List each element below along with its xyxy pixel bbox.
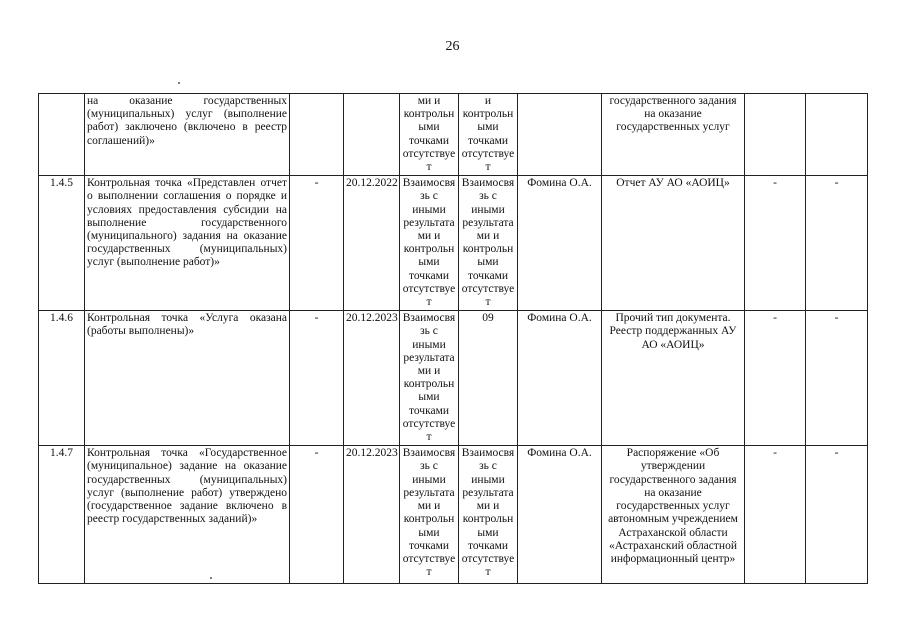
row-type: ми и контрольными точками отсутствует (400, 94, 459, 176)
row-number: 1.4.6 (39, 311, 85, 446)
row-start-date (290, 94, 344, 176)
row-document: государственного задания на оказание государственных услуг (602, 94, 745, 176)
table-row (39, 446, 868, 584)
row-end-date: 20.12.2023 (344, 446, 400, 584)
table-row (39, 176, 868, 311)
page-number: 26 (445, 39, 460, 54)
row-end-date: 20.12.2022 (344, 176, 400, 311)
row-type: Взаимосвязь с иными результатами и контрольными точками отсутствует (400, 176, 459, 311)
row-col9: - (745, 446, 806, 584)
row-start-date: - (290, 311, 344, 446)
row-col10: - (806, 311, 868, 446)
row-start-date: - (290, 446, 344, 584)
row-number: 1.4.7 (39, 446, 85, 584)
row-document: Прочий тип документа. Реестр поддержанных АУ АО «АОИЦ» (602, 311, 745, 446)
row-col9 (745, 94, 806, 176)
row-end-date (344, 94, 400, 176)
row-linked: 09 (459, 311, 518, 446)
table-row (39, 311, 868, 446)
row-linked: Взаимосвязь с иными результатами и контрольными точками отсутствует (459, 176, 518, 311)
row-responsible: Фомина О.А. (518, 446, 602, 584)
row-linked: Взаимосвязь с иными результатами и контрольными точками отсутствует (459, 446, 518, 584)
table-row (39, 94, 868, 176)
row-responsible: Фомина О.А. (518, 311, 602, 446)
row-col9: - (745, 311, 806, 446)
row-document: Отчет АУ АО «АОИЦ» (602, 176, 745, 311)
row-name: Контрольная точка «Услуга оказана (работы выполнены)» (85, 311, 290, 446)
row-number: 1.4.5 (39, 176, 85, 311)
row-document: Распоряжение «Об утверждении государственного задания на оказание государственных услуг автономным учреждением Астраханской области «Астраханский областной информационный центр» (602, 446, 745, 584)
row-type: Взаимосвязь с иными результатами и контрольными точками отсутствует (400, 311, 459, 446)
row-start-date: - (290, 176, 344, 311)
row-name: Контрольная точка «Государственное (муниципальное) задание на оказание государственных (муниципальных) услуг (выполнение работ) утверждено (государственное задание включено в реестр государственных заданий)» (85, 446, 290, 584)
scan-speck (210, 577, 212, 579)
control-points-table (38, 93, 868, 584)
row-col10 (806, 94, 868, 176)
row-col10: - (806, 176, 868, 311)
row-responsible: Фомина О.А. (518, 176, 602, 311)
row-responsible (518, 94, 602, 176)
row-col9: - (745, 176, 806, 311)
row-end-date: 20.12.2023 (344, 311, 400, 446)
scan-speck (178, 82, 180, 84)
row-col10: - (806, 446, 868, 584)
row-type: Взаимосвязь с иными результатами и контрольными точками отсутствует (400, 446, 459, 584)
row-linked: и контрольными точками отсутствует (459, 94, 518, 176)
row-number (39, 94, 85, 176)
row-name: Контрольная точка «Представлен отчет о выполнении соглашения о порядке и условиях предоставления субсидии на выполнение государственного (муниципального) задания на оказание государственных (муниципальных) услуг (выполнение работ)» (85, 176, 290, 311)
row-name: на оказание государственных (муниципальных) услуг (выполнение работ) заключено (включено в реестр соглашений)» (85, 94, 290, 176)
